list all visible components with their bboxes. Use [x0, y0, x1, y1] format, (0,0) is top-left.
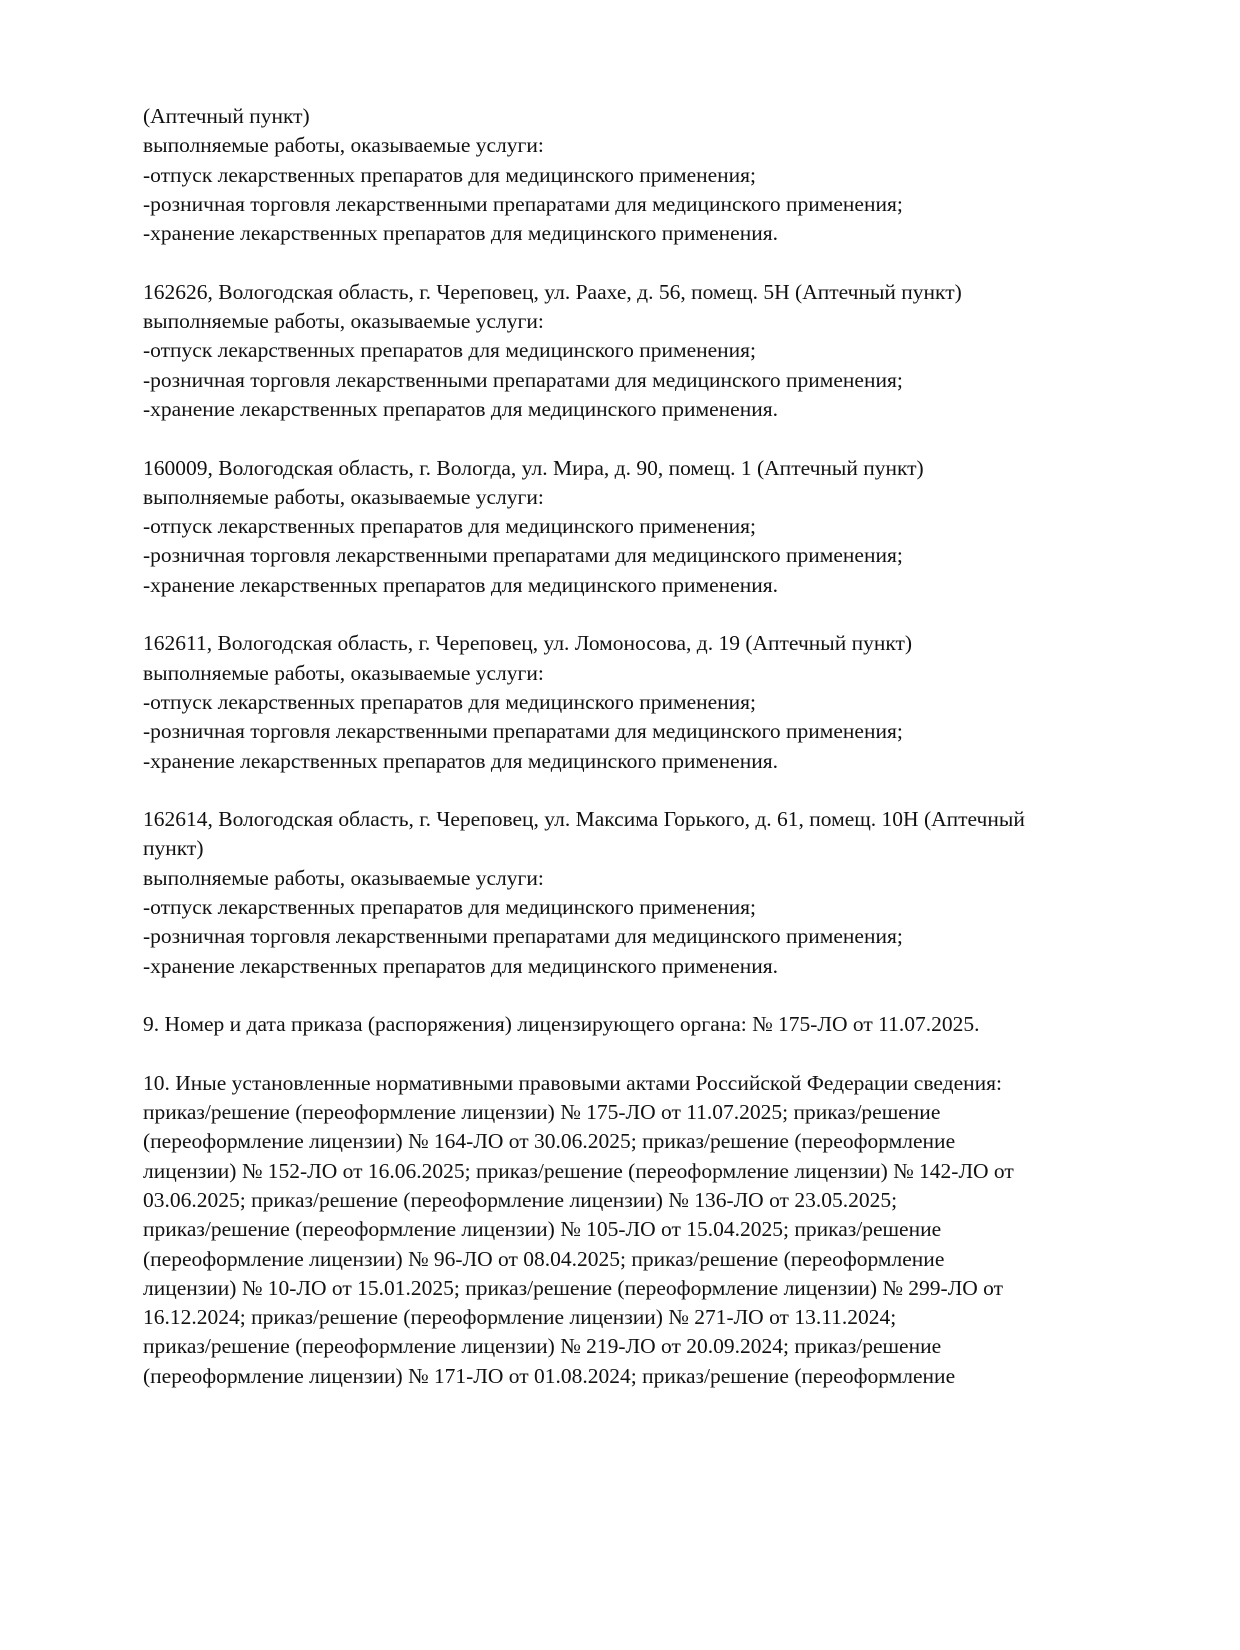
pharmacy-block-3: [143, 454, 1163, 600]
text-line: -отпуск лекарственных препаратов для медицинского применения;: [143, 162, 757, 187]
paragraph-gap: [143, 600, 1163, 629]
text-line: выполняемые работы, оказываемые услуги:: [143, 133, 544, 158]
text-line: приказ/решение (переоформление лицензии) № 175-ЛО от 11.07.2025; приказ/решение: [143, 1100, 941, 1125]
text-line: -хранение лекарственных препаратов для медицинского применения.: [143, 221, 778, 246]
section-10: [143, 1069, 1163, 1391]
text-line: выполняемые работы, оказываемые услуги:: [143, 865, 544, 890]
text-line: -отпуск лекарственных препаратов для медицинского применения;: [143, 689, 757, 714]
text-line: 03.06.2025; приказ/решение (переоформление лицензии) № 136-ЛО от 23.05.2025;: [143, 1187, 898, 1212]
text-line: приказ/решение (переоформление лицензии) № 105-ЛО от 15.04.2025; приказ/решение: [143, 1217, 942, 1242]
text-line: -хранение лекарственных препаратов для медицинского применения.: [143, 396, 778, 421]
text-line: 16.12.2024; приказ/решение (переоформление лицензии) № 271-ЛО от 13.11.2024;: [143, 1305, 897, 1330]
text-line: лицензии) № 152-ЛО от 16.06.2025; приказ/решение (переоформление лицензии) № 142-ЛО от: [143, 1158, 1014, 1183]
paragraph-gap: [143, 424, 1163, 453]
address-line: 162611, Вологодская область, г. Череповец, ул. Ломоносова, д. 19 (Аптечный пункт): [143, 631, 913, 656]
text-line: (переоформление лицензии) № 164-ЛО от 30.06.2025; приказ/решение (переоформление: [143, 1129, 956, 1154]
address-line: 162626, Вологодская область, г. Череповец, ул. Раахе, д. 56, помещ. 5Н (Аптечный пункт): [143, 279, 962, 304]
text-line: -хранение лекарственных препаратов для медицинского применения.: [143, 572, 778, 597]
text-line: -отпуск лекарственных препаратов для медицинского применения;: [143, 895, 757, 920]
text-line: -хранение лекарственных препаратов для медицинского применения.: [143, 953, 778, 978]
text-line: -розничная торговля лекарственными препаратами для медицинского применения;: [143, 543, 903, 568]
paragraph-gap: [143, 248, 1163, 277]
text-line: выполняемые работы, оказываемые услуги:: [143, 660, 544, 685]
section-heading: 10. Иные установленные нормативными правовыми актами Российской Федерации сведения:: [143, 1070, 1002, 1095]
address-line: 162614, Вологодская область, г. Череповец, ул. Максима Горького, д. 61, помещ. 10Н (Аптечный: [143, 807, 1025, 832]
order-number-line: 9. Номер и дата приказа (распоряжения) лицензирующего органа: № 175-ЛО от 11.07.2025.: [143, 1012, 980, 1037]
text-line: лицензии) № 10-ЛО от 15.01.2025; приказ/решение (переоформление лицензии) № 299-ЛО от: [143, 1275, 1004, 1300]
text-line: (переоформление лицензии) № 96-ЛО от 08.04.2025; приказ/решение (переоформление: [143, 1246, 945, 1271]
pharmacy-block-5: [143, 805, 1163, 981]
paragraph-gap: [143, 1040, 1163, 1069]
text-line: выполняемые работы, оказываемые услуги:: [143, 309, 544, 334]
text-line: -розничная торговля лекарственными препаратами для медицинского применения;: [143, 719, 903, 744]
text-line: -хранение лекарственных препаратов для медицинского применения.: [143, 748, 778, 773]
paragraph-gap: [143, 981, 1163, 1010]
pharmacy-block-1: [143, 102, 1163, 248]
text-line: выполняемые работы, оказываемые услуги:: [143, 484, 544, 509]
text-line: -розничная торговля лекарственными препаратами для медицинского применения;: [143, 924, 903, 949]
pharmacy-block-4: [143, 629, 1163, 775]
text-line: (переоформление лицензии) № 171-ЛО от 01.08.2024; приказ/решение (переоформление: [143, 1363, 956, 1388]
pharmacy-block-2: [143, 278, 1163, 424]
paragraph-gap: [143, 776, 1163, 805]
text-line: приказ/решение (переоформление лицензии) № 219-ЛО от 20.09.2024; приказ/решение: [143, 1334, 942, 1359]
text-line: -отпуск лекарственных препаратов для медицинского применения;: [143, 338, 757, 363]
section-9: [143, 1010, 1163, 1039]
address-line: 160009, Вологодская область, г. Вологда, ул. Мира, д. 90, помещ. 1 (Аптечный пункт): [143, 455, 924, 480]
text-line: (Аптечный пункт): [143, 104, 310, 128]
text-line: -отпуск лекарственных препаратов для медицинского применения;: [143, 514, 757, 539]
document-page: [143, 102, 1163, 1391]
text-line: -розничная торговля лекарственными препаратами для медицинского применения;: [143, 367, 903, 392]
text-line: -розничная торговля лекарственными препаратами для медицинского применения;: [143, 191, 903, 216]
address-line: пункт): [143, 836, 204, 861]
